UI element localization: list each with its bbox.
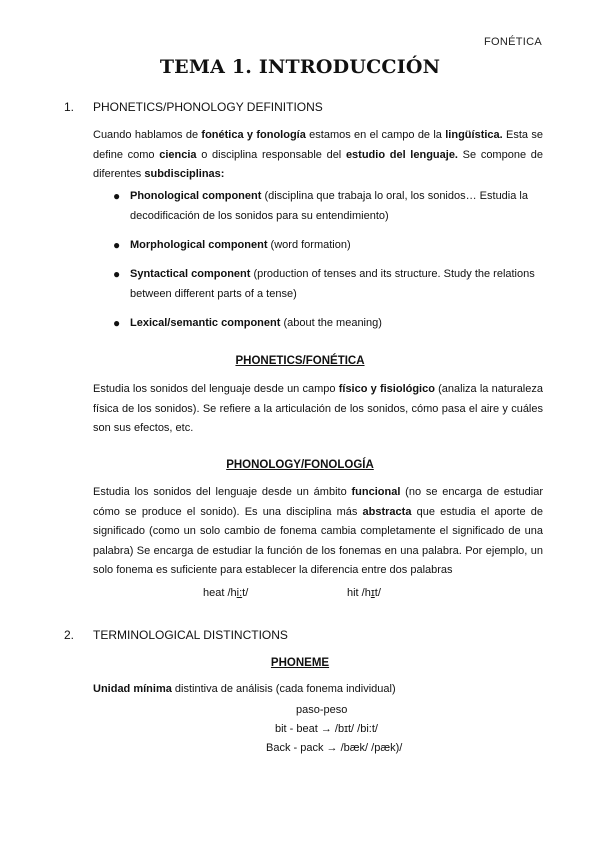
section-2-number: 2. [64,628,75,642]
bullet-syntactical: ● Syntactical component (production of tenses and its structure. Study the relations between different parts of a tense) [113,267,535,300]
intro-paragraph: Cuando hablamos de fonética y fonología estamos en el campo de la lingüística. Esta se define como ciencia o disciplina responsable del estudio del lenguaje. Se compone de diferentes subdisciplinas: [93,129,543,180]
phoneme-definition: Unidad mínima distintiva de análisis (cada fonema individual) [93,683,396,695]
example-heat: heat /hi:t/ [203,587,249,599]
bullet-phonological: ● Phonological component (disciplina que trabaja lo oral, los sonidos… Estudia la decodificación de los sonidos para su entendimiento) [113,189,528,222]
section-2-heading [64,628,288,642]
bullet-dot-icon: ● [113,316,121,330]
example-paso-peso: paso-peso [296,704,348,716]
section-1-number: 1. [64,100,75,114]
phonetics-paragraph: Estudia los sonidos del lenguaje desde un campo físico y fisiológico (analiza la naturaleza física de los sonidos). Se refiere a la articulación de los sonidos, cómo pasa el aire y cuáles son sus efectos, etc. [93,383,543,434]
bullet-lexical: ● Lexical/semantic component (about the meaning) [113,314,543,334]
bullet-dot-icon: ● [113,238,121,252]
section-1-title: PHONETICS/PHONOLOGY DEFINITIONS [93,100,323,114]
phoneme-heading: PHONEME [270,657,330,669]
phonetics-heading: PHONETICS/FONÉTICA [235,355,365,367]
example-bit-beat: bit - beat → /bɪt/ /bi:t/ [275,723,378,735]
section-1-heading [64,100,323,114]
section-2-title: TERMINOLOGICAL DISTINCTIONS [93,628,288,642]
example-hit: hit /hɪt/ [347,587,381,599]
running-header: FONÉTICA [483,36,542,48]
phonology-paragraph: Estudia los sonidos del lenguaje desde un ámbito funcional (no se encarga de estudiar cómo se produce el sonido). Es una disciplina más abstracta que estudia el aporte de significado (como un solo cambio de fonema cambia completamente el significado de una palabra) Se encarga de estudiar la función de los fonemas en una palabra. Por ejemplo, un solo fonema es suficiente para establecer la diferencia entre dos palabras [93,486,544,576]
example-back-pack: Back - pack → /bæk/ /pæk)/ [266,742,403,754]
bullet-morphological: ● Morphological component (word formation) [113,236,543,256]
phonology-heading: PHONOLOGY/FONOLOGÍA [226,459,374,471]
bullet-dot-icon: ● [113,267,121,281]
bullet-dot-icon: ● [113,189,121,203]
page-title: TEMA 1. INTRODUCCIÓN [159,56,441,78]
